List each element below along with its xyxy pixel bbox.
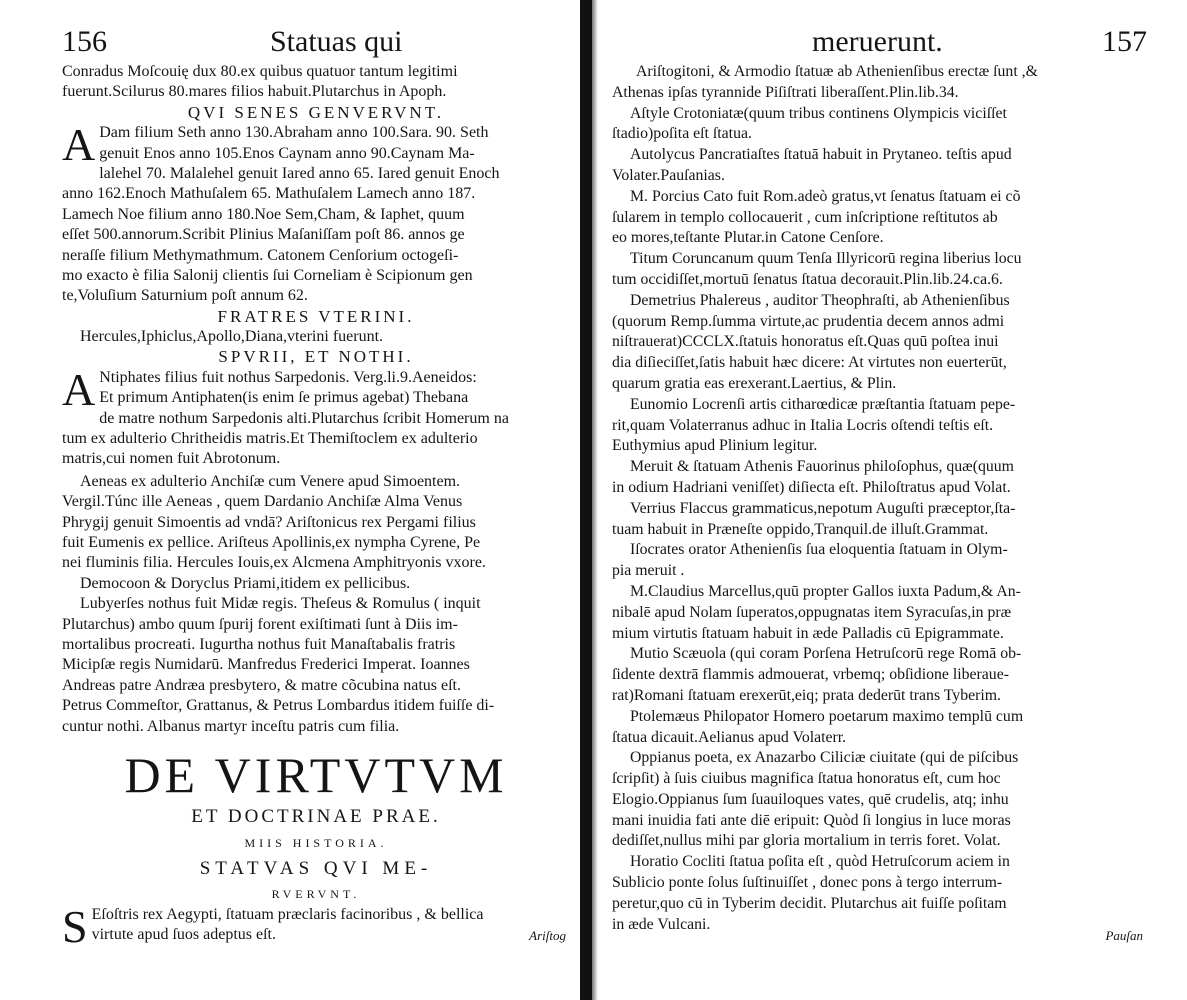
- text-line: Oppianus poeta, ex Anazarbo Ciliciæ ciuitate (qui de piſcibus: [630, 749, 1019, 767]
- text-line: Et primum Antiphaten(is enim ſe primus agebat) Thebana: [99, 389, 469, 407]
- text-line: ſcripſit) à ſuis ciuibus magnifica ſtatua honoratus eſt, cum hoc: [612, 770, 1001, 788]
- text-line: quarum gratia eas erexerant.Laertius, & Plin.: [612, 374, 897, 392]
- text-line: niſtrauerat)CCCLX.ſtatuis honoratus eſt.Quas quū poſtea inui: [612, 333, 999, 351]
- text-line: Democoon & Doryclus Priami,itidem ex pellicibus.: [80, 574, 411, 592]
- text-line: matris,cui nomen fuit Abrotonum.: [62, 450, 281, 468]
- text-line: Petrus Commeſtor, Grattanus, & Petrus Lombardus itidem fuiſſe di-: [62, 697, 495, 715]
- text-line: neraſſe filium Methymathmum. Catonem Cenſorium octogeſi-: [62, 246, 459, 264]
- page-number: 156: [62, 25, 107, 58]
- text-line: Plutarchus) ambo quum ſpurij forent exiſtimati ſunt à Diis im-: [62, 615, 458, 633]
- book-gutter: [580, 0, 592, 1000]
- paragraph: [62, 900, 570, 952]
- text-line: peretur,quo cū in Tyberim decidit. Plutarchus ait fuiſſe poſitam: [612, 894, 1007, 912]
- text-line: nibalē apud Nolam ſuperatos,oppugnatas item Syracuſas,in præ: [612, 603, 1012, 621]
- text-line: M.Claudius Marcellus,quū propter Gallos iuxta Padum,& An-: [630, 582, 1021, 600]
- text-line: Sublicio ponte ſolus ſuſtinuiſſet , donec pons à tergo interrum-: [612, 874, 1003, 892]
- text-line: te,Voluſium Saturnium poſt annum 62.: [62, 287, 308, 305]
- text-line: eo mores,teſtante Plutar.in Catone Cenſore.: [612, 229, 884, 247]
- left-text: [62, 62, 570, 737]
- text-line: cuntur nothi. Albanus martyr inceſtu patris cum filia.: [62, 717, 400, 735]
- text-line: Titum Coruncanum quum Tenſa Illyricorū regina liberius locu: [630, 250, 1022, 268]
- text-line: mortalibus procreati. Iugurtha nothus fuit Manaſtabalis fratris: [62, 635, 456, 653]
- text-line: eſſet 500.annorum.Scribit Plinius Maſaniſſam poſt 86. annos ge: [62, 226, 465, 244]
- text-line: Euthymius apud Plinium legitur.: [612, 437, 818, 455]
- text-line: ſularem in templo collocauerit , cum inſcriptione reſtitutos ab: [612, 208, 998, 226]
- text-line: M. Porcius Cato fuit Rom.adeò gratus,vt ſenatus ſtatuam ei cõ: [630, 187, 1021, 205]
- text-line: ſidente dextrā flammis admouerat, vrbemq; obſidione liberaue-: [612, 666, 1009, 684]
- text-line: tum occidiſſet,mortuū ſenatus ſtatua decorauit.Plin.lib.24.ca.6.: [612, 270, 1003, 288]
- catchword: Pauſan: [1105, 928, 1143, 943]
- text-line: Phrygij genuit Simoentis ad vndā? Ariſtonicus rex Pergami filius: [62, 513, 476, 531]
- text-line: anno 162.Enoch Mathuſalem 65. Mathuſalem Lamech anno 187.: [62, 185, 476, 203]
- text-line: tum ex adulterio Chritheidis matris.Et Themiſtoclem ex adulterio: [62, 430, 478, 448]
- text-line: Verrius Flaccus grammaticus,nepotum Auguſti præceptor,ſta-: [630, 499, 1016, 517]
- text-line: fuerunt.Scilurus 80.mares filios habuit.Plutarchus in Apoph.: [62, 83, 447, 101]
- text-line: Iſocrates orator Athenienſis ſua eloquentia ſtatuam in Olym-: [630, 541, 1008, 559]
- running-head: Statuas qui: [270, 25, 403, 58]
- text-line: mani inuidia fati ante diē eripuit: Quòd ſi longius in luce moras: [612, 811, 1011, 829]
- text-line: Meruit & ſtatuam Athenis Fauorinus philoſophus, quæ(quum: [630, 458, 1014, 476]
- text-line: Micipſæ regis Numidarū. Manfredus Frederici Imperat. Ioannes: [62, 656, 470, 674]
- right-header: [612, 22, 1147, 62]
- text-line: Aeneas ex adulterio Anchiſæ cum Venere apud Simoentem.: [80, 472, 461, 490]
- text-line: genuit Enos anno 105.Enos Caynam anno 90.Caynam Ma-: [99, 144, 475, 162]
- text-line: Autolycus Pancratiaſtes ſtatuā habuit in Prytaneo. teſtis apud: [630, 146, 1012, 164]
- text-line: nei fluminis filia. Hercules Iouis,ex Alcmena Amphitryonis vxore.: [62, 554, 486, 572]
- text-line: Ntiphates filius fuit nothus Sarpedonis. Verg.li.9.Aeneidos:: [99, 368, 477, 386]
- text-line: Athenas ipſas tyrannide Piſiſtrati liberaſſent.Plin.lib.34.: [612, 83, 959, 101]
- text-line: mium virtutis ſtatuam habuit in æde Palladis cū Epigrammate.: [612, 624, 1004, 642]
- text-line: Andreas patre Andræa presbytero, & matre cõcubina natus eſt.: [62, 676, 461, 694]
- text-line: fuit Eumenis ex pellice. Ariſteus Apollinis,ex nympha Cyrene, Pe: [62, 533, 481, 551]
- left-page: [0, 0, 580, 1000]
- text-line: Mutio Scæuola (qui coram Porſena Hetruſcorū rege Romā ob-: [630, 645, 1022, 663]
- drop-cap: A: [62, 119, 96, 171]
- text-line: Ariſtogitoni, & Armodio ſtatuæ ab Athenienſibus erectæ ſunt ,&: [636, 63, 1038, 80]
- chapter-title: DE VIRTVTVM: [124, 746, 508, 803]
- catchword: Ariſtog: [529, 928, 566, 943]
- text-line: in odium Hadriani veniſſet) diſiecta eſt. Philoſtratus apud Volat.: [612, 478, 1011, 496]
- text-line: Hercules,Iphiclus,Apollo,Diana,vterini fuerunt.: [80, 328, 384, 346]
- text-line: Lubyerſes nothus fuit Midæ regis. Theſeus & Romulus ( inquit: [80, 595, 481, 613]
- left-header: [62, 22, 570, 62]
- text-line: de matre nothum Sarpedonis alti.Plutarchus ſcribit Homerum na: [99, 409, 509, 427]
- right-text: [612, 62, 1147, 935]
- drop-cap: S: [62, 900, 88, 952]
- paragraph: [62, 594, 570, 737]
- chapter-title-block: [62, 747, 570, 905]
- chapter-subtitle: ET DOCTRINAE PRAE.: [191, 805, 441, 827]
- text-line: lalehel 70. Malalehel genuit Iared anno 65. Iared genuit Enoch: [99, 164, 500, 182]
- section-heading: FRATRES VTERINI.: [217, 306, 415, 326]
- text-line: Volater.Pauſanias.: [612, 166, 725, 184]
- text-line: Horatio Cocliti ſtatua poſita eſt , quòd Hetruſcorum aciem in: [630, 853, 1010, 871]
- chapter-subtitle: RVERVNT.: [271, 886, 361, 901]
- running-head: meruerunt.: [812, 25, 943, 58]
- text-line: ſtadio)poſita eſt ſtatua.: [612, 125, 752, 143]
- paragraph: [62, 363, 570, 470]
- text-line: (quorum Remp.ſumma virtute,ac prudentia decem annos admi: [612, 312, 1005, 330]
- text-line: ſtatua dicauit.Aelianus apud Volaterr.: [612, 728, 847, 746]
- text-line: virtute apud ſuos adeptus eſt.: [91, 926, 276, 944]
- text-line: rat)Romani ſtatuam erexerūt,eiq; prata dederūt trans Tyberim.: [612, 686, 1001, 704]
- text-line: dediſſet,nullus mihi par gloria mortalium in terris foret. Volat.: [612, 832, 1001, 850]
- text-line: Demetrius Phalereus , auditor Theophraſti, ab Athenienſibus: [630, 291, 1010, 309]
- text-line: Aſtyle Crotoniatæ(quum tribus continens Olympicis viciſſet: [630, 104, 1007, 122]
- paragraph: [62, 119, 570, 307]
- chapter-subtitle: STATVAS QVI ME-: [199, 857, 433, 879]
- text-line: Eunomio Locrenſi artis citharœdicæ præſtantia ſtatuam pepe-: [630, 395, 1016, 413]
- section-heading: SPVRII, ET NOTHI.: [218, 347, 414, 367]
- section-heading: QVI SENES GENVERVNT.: [187, 102, 445, 122]
- right-page: [596, 0, 1187, 1000]
- page-number: 157: [1102, 25, 1147, 58]
- text-line: tuam habuit in Præneſte oppido,Tranquil.de illuſt.Grammat.: [612, 520, 989, 538]
- text-line: rit,quam Volaterranus adhuc in Italia Locris oſtendi teſtis eſt.: [612, 416, 994, 434]
- text-line: Eſoſtris rex Aegypti, ſtatuam præclaris facinoribus , & bellica: [91, 905, 484, 923]
- chapter-subtitle: MIIS HISTORIA.: [244, 835, 388, 850]
- text-line: mo exacto è filia Salonij clientis ſui Corneliam è Scipionum gen: [62, 266, 473, 284]
- text-line: Conradus Moſcouię dux 80.ex quibus quatuor tantum legitimi: [62, 63, 458, 80]
- paragraph: [62, 472, 570, 574]
- text-line: Elogio.Oppianus ſum ſuauiloques vates, quē crudelis, atq; inhu: [612, 790, 1009, 808]
- text-line: Lamech Noe filium anno 180.Noe Sem,Cham, & Iaphet, quum: [62, 205, 465, 223]
- text-line: Ptolemæus Philopator Homero poetarum maximo templū cum: [630, 707, 1024, 725]
- text-line: dia diſieciſſet,ſatis habuit hæc dicere: At virtutes non euerterūt,: [612, 354, 1007, 372]
- drop-cap: A: [62, 363, 96, 415]
- text-line: Vergil.Túnc ille Aeneas , quem Dardanio Anchiſæ Alma Venus: [62, 493, 463, 511]
- text-line: in æde Vulcani.: [612, 915, 711, 933]
- text-line: Dam filium Seth anno 130.Abraham anno 100.Sara. 90. Seth: [99, 124, 489, 142]
- text-line: pia meruit .: [612, 562, 685, 580]
